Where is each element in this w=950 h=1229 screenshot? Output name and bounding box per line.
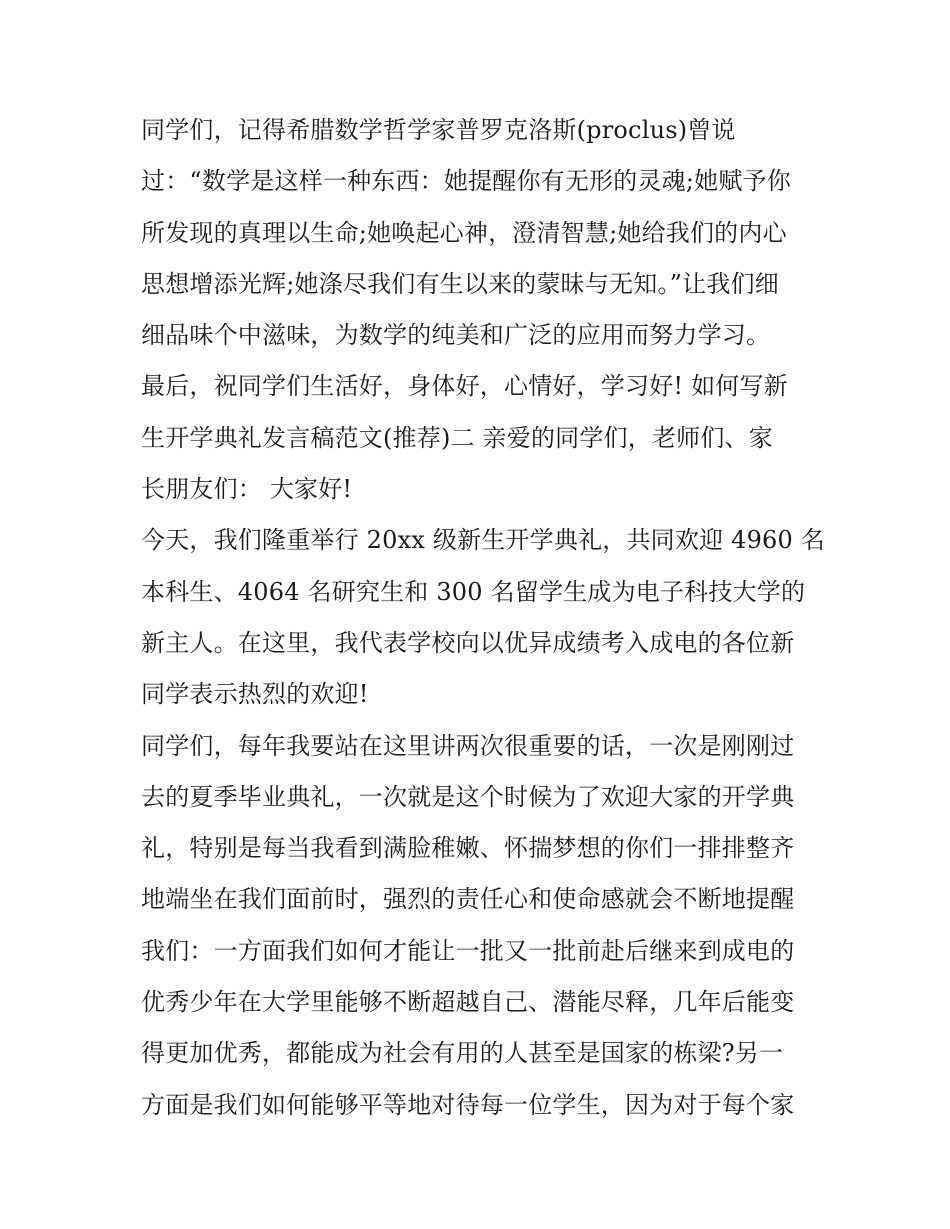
text-line: 同学们，每年我要站在这里讲两次很重要的话，一次是刚刚过 <box>141 731 795 760</box>
text-line: 生开学典礼发言稿范文(推荐)二 亲爱的同学们，老师们、家 <box>141 423 773 452</box>
text-line: 过：“数学是这样一种东西：她提醒你有无形的灵魂;她赋予你 <box>141 167 791 196</box>
text-line: 同学表示热烈的欢迎! <box>141 680 369 709</box>
text-line: 方面是我们如何能够平等地对待每一位学生，因为对于每个家 <box>141 1090 795 1119</box>
text-line: 细品味个中滋味，为数学的纯美和广泛的应用而努力学习。 <box>141 321 771 350</box>
text-line: 去的夏季毕业典礼，一次就是这个时候为了欢迎大家的开学典 <box>141 782 795 811</box>
text-line: 我们：一方面我们如何才能让一批又一批前赴后继来到成电的 <box>141 936 795 965</box>
text-line: 得更加优秀，都能成为社会有用的人甚至是国家的栋梁?另一 <box>141 1039 784 1068</box>
text-line: 今天，我们隆重举行 20xx 级新生开学典礼，共同欢迎 4960 名 <box>141 526 826 555</box>
text-line: 同学们，记得希腊数学哲学家普罗克洛斯(proclus)曾说 <box>141 116 736 144</box>
text-line: 本科生、4064 名研究生和 300 名留学生成为电子科技大学的 <box>141 577 806 606</box>
text-line: 礼，特别是每当我看到满脸稚嫩、怀揣梦想的你们一排排整齐 <box>141 834 795 863</box>
text-line: 思想增添光辉;她涤尽我们有生以来的蒙昧与无知。”让我们细 <box>141 269 779 298</box>
text-line: 新主人。在这里，我代表学校向以优异成绩考入成电的各位新 <box>141 628 795 657</box>
text-line: 长朋友们： 大家好! <box>141 475 353 504</box>
body-text <box>141 105 826 1131</box>
text-line: 所发现的真理以生命;她唤起心神，澄清智慧;她给我们的内心 <box>141 218 787 247</box>
text-line: 优秀少年在大学里能够不断超越自己、潜能尽释，几年后能变 <box>141 988 795 1017</box>
text-line: 地端坐在我们面前时，强烈的责任心和使命感就会不断地提醒 <box>141 885 795 914</box>
text-line: 最后，祝同学们生活好，身体好，心情好，学习好! 如何写新 <box>141 372 788 401</box>
